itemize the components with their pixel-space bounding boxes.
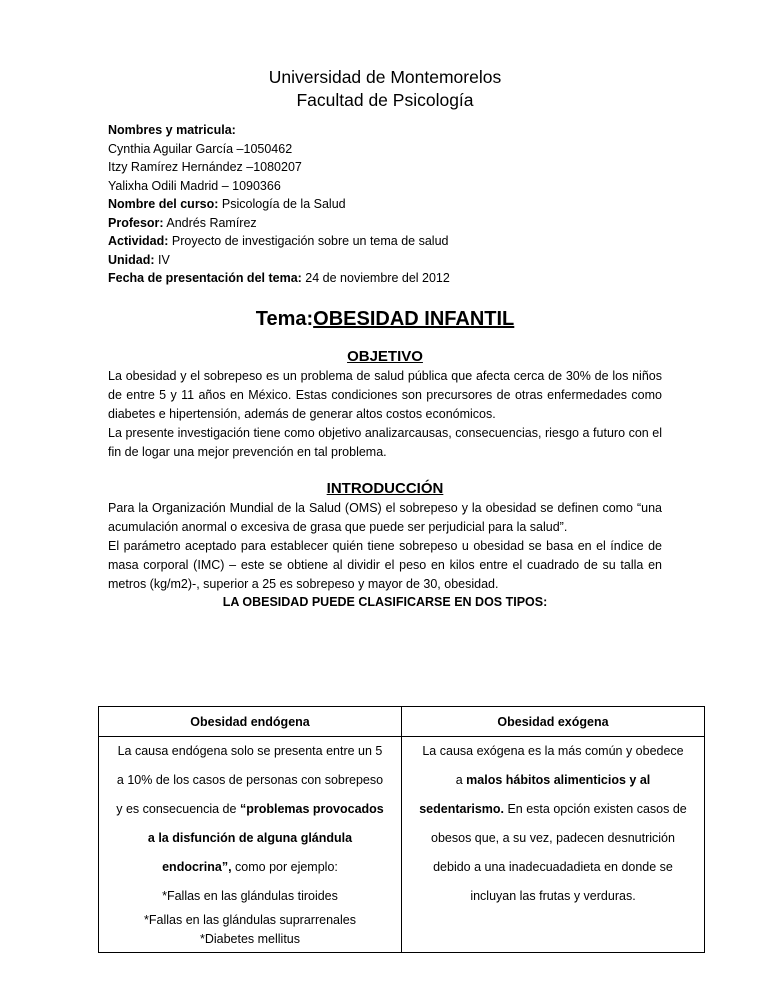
professor-line xyxy=(108,214,662,233)
table-row xyxy=(99,737,705,953)
cell-line xyxy=(404,795,702,824)
cell-line: La causa exógena es la más común y obedece xyxy=(422,744,684,758)
names-label: Nombres y matricula: xyxy=(108,123,236,137)
cell-line: La causa endógena solo se presenta entre un 5 xyxy=(117,744,383,758)
classification-title: LA OBESIDAD PUEDE CLASIFICARSE EN DOS TIPOS: xyxy=(222,594,548,609)
cell-text-bold: malos hábitos alimenticios y al xyxy=(466,773,651,787)
objetivo-paragraph: La obesidad y el sobrepeso es un problema de salud pública que afecta cerca de 30% de los niños de entre 5 y 11 años en México. Estas condiciones son precursores de otras enfermedades como diabetes e hipertensión, además de generar altos costos económicos. xyxy=(108,368,662,421)
endogena-cell xyxy=(99,737,402,953)
topic-label: Tema: xyxy=(255,307,314,330)
document-body xyxy=(108,66,662,610)
introduccion-paragraph: Para la Organización Mundial de la Salud (OMS) el sobrepeso y la obesidad se definen como “una acumulación anormal o excesiva de grasa que puede ser perjudicial para la salud”. xyxy=(108,500,662,534)
objetivo-heading: OBJETIVO xyxy=(347,347,423,365)
student-name: Cynthia Aguilar García –1050462 xyxy=(108,141,293,156)
topic-title xyxy=(108,307,662,331)
metadata-block xyxy=(108,121,662,288)
student-name: Itzy Ramírez Hernández –1080207 xyxy=(108,160,302,174)
cell-text-bold: “problemas provocados xyxy=(239,802,384,816)
date-line xyxy=(108,269,662,288)
classification-table xyxy=(98,706,705,953)
course-value: Psicología de la Salud xyxy=(218,197,346,211)
student-name: Yalixha Odili Madrid – 1090366 xyxy=(108,178,281,193)
course-label: Nombre del curso: xyxy=(108,197,219,211)
cell-line: a la disfunción de alguna glándula xyxy=(147,831,353,845)
objetivo-paragraph: La presente investigación tiene como objetivo analizarcausas, consecuencias, riesgo a futuro con el fin de logar una mejor prevención en tal problema. xyxy=(108,425,662,459)
cell-text-bold: sedentarismo. xyxy=(419,802,504,816)
faculty-title: Facultad de Psicología xyxy=(296,90,474,110)
table-header-row xyxy=(99,707,705,737)
cell-line: *Diabetes mellitus xyxy=(199,932,301,946)
professor-value: Andrés Ramírez xyxy=(163,215,257,230)
cell-text: y es consecuencia de xyxy=(116,802,240,816)
date-label: Fecha de presentación del tema: xyxy=(108,271,302,285)
professor-label: Profesor: xyxy=(108,215,164,230)
cell-line: obesos que, a su vez, padecen desnutrición xyxy=(431,831,675,845)
cell-line: a 10% de los casos de personas con sobrepeso xyxy=(116,773,384,787)
cell-line xyxy=(404,766,702,795)
activity-label: Actividad: xyxy=(108,234,169,248)
cell-line: debido a una inadecuadadieta en donde se xyxy=(433,860,673,874)
unit-line xyxy=(108,251,662,270)
course-line xyxy=(108,195,662,214)
cell-line: *Fallas en las glándulas suprarrenales xyxy=(144,913,356,927)
cell-text: En esta opción existen casos de xyxy=(504,802,687,816)
cell-line: incluyan las frutas y verduras. xyxy=(470,889,636,903)
column-header-endogena: Obesidad endógena xyxy=(99,707,402,737)
introduccion-paragraph: El parámetro aceptado para establecer quién tiene sobrepeso u obesidad se basa en el índice de masa corporal (IMC) – este se obtiene al dividir el peso en kilos entre el cuadrado de su talla en metros (kg/m2)-, superior a 25 es sobrepeso y mayor de 30, obesidad. xyxy=(108,538,662,591)
column-header-exogena: Obesidad exógena xyxy=(402,707,705,737)
university-title: Universidad de Montemorelos xyxy=(268,67,502,87)
cell-line: *Fallas en las glándulas tiroides xyxy=(162,889,338,903)
topic-name: OBESIDAD INFANTIL xyxy=(313,307,515,330)
date-value: 24 de noviembre del 2012 xyxy=(301,271,450,285)
unit-value: IV xyxy=(154,252,170,267)
cell-text-bold: endocrina”, xyxy=(162,860,232,874)
unit-label: Unidad: xyxy=(108,252,155,267)
cell-line xyxy=(101,853,399,882)
activity-value: Proyecto de investigación sobre un tema de salud xyxy=(168,234,449,248)
cell-text: como por ejemplo: xyxy=(231,860,338,874)
cell-line xyxy=(101,795,399,824)
cell-text: a xyxy=(455,773,467,787)
introduccion-heading: INTRODUCCIÓN xyxy=(326,479,444,497)
activity-line xyxy=(108,232,662,251)
exogena-cell xyxy=(402,737,705,953)
